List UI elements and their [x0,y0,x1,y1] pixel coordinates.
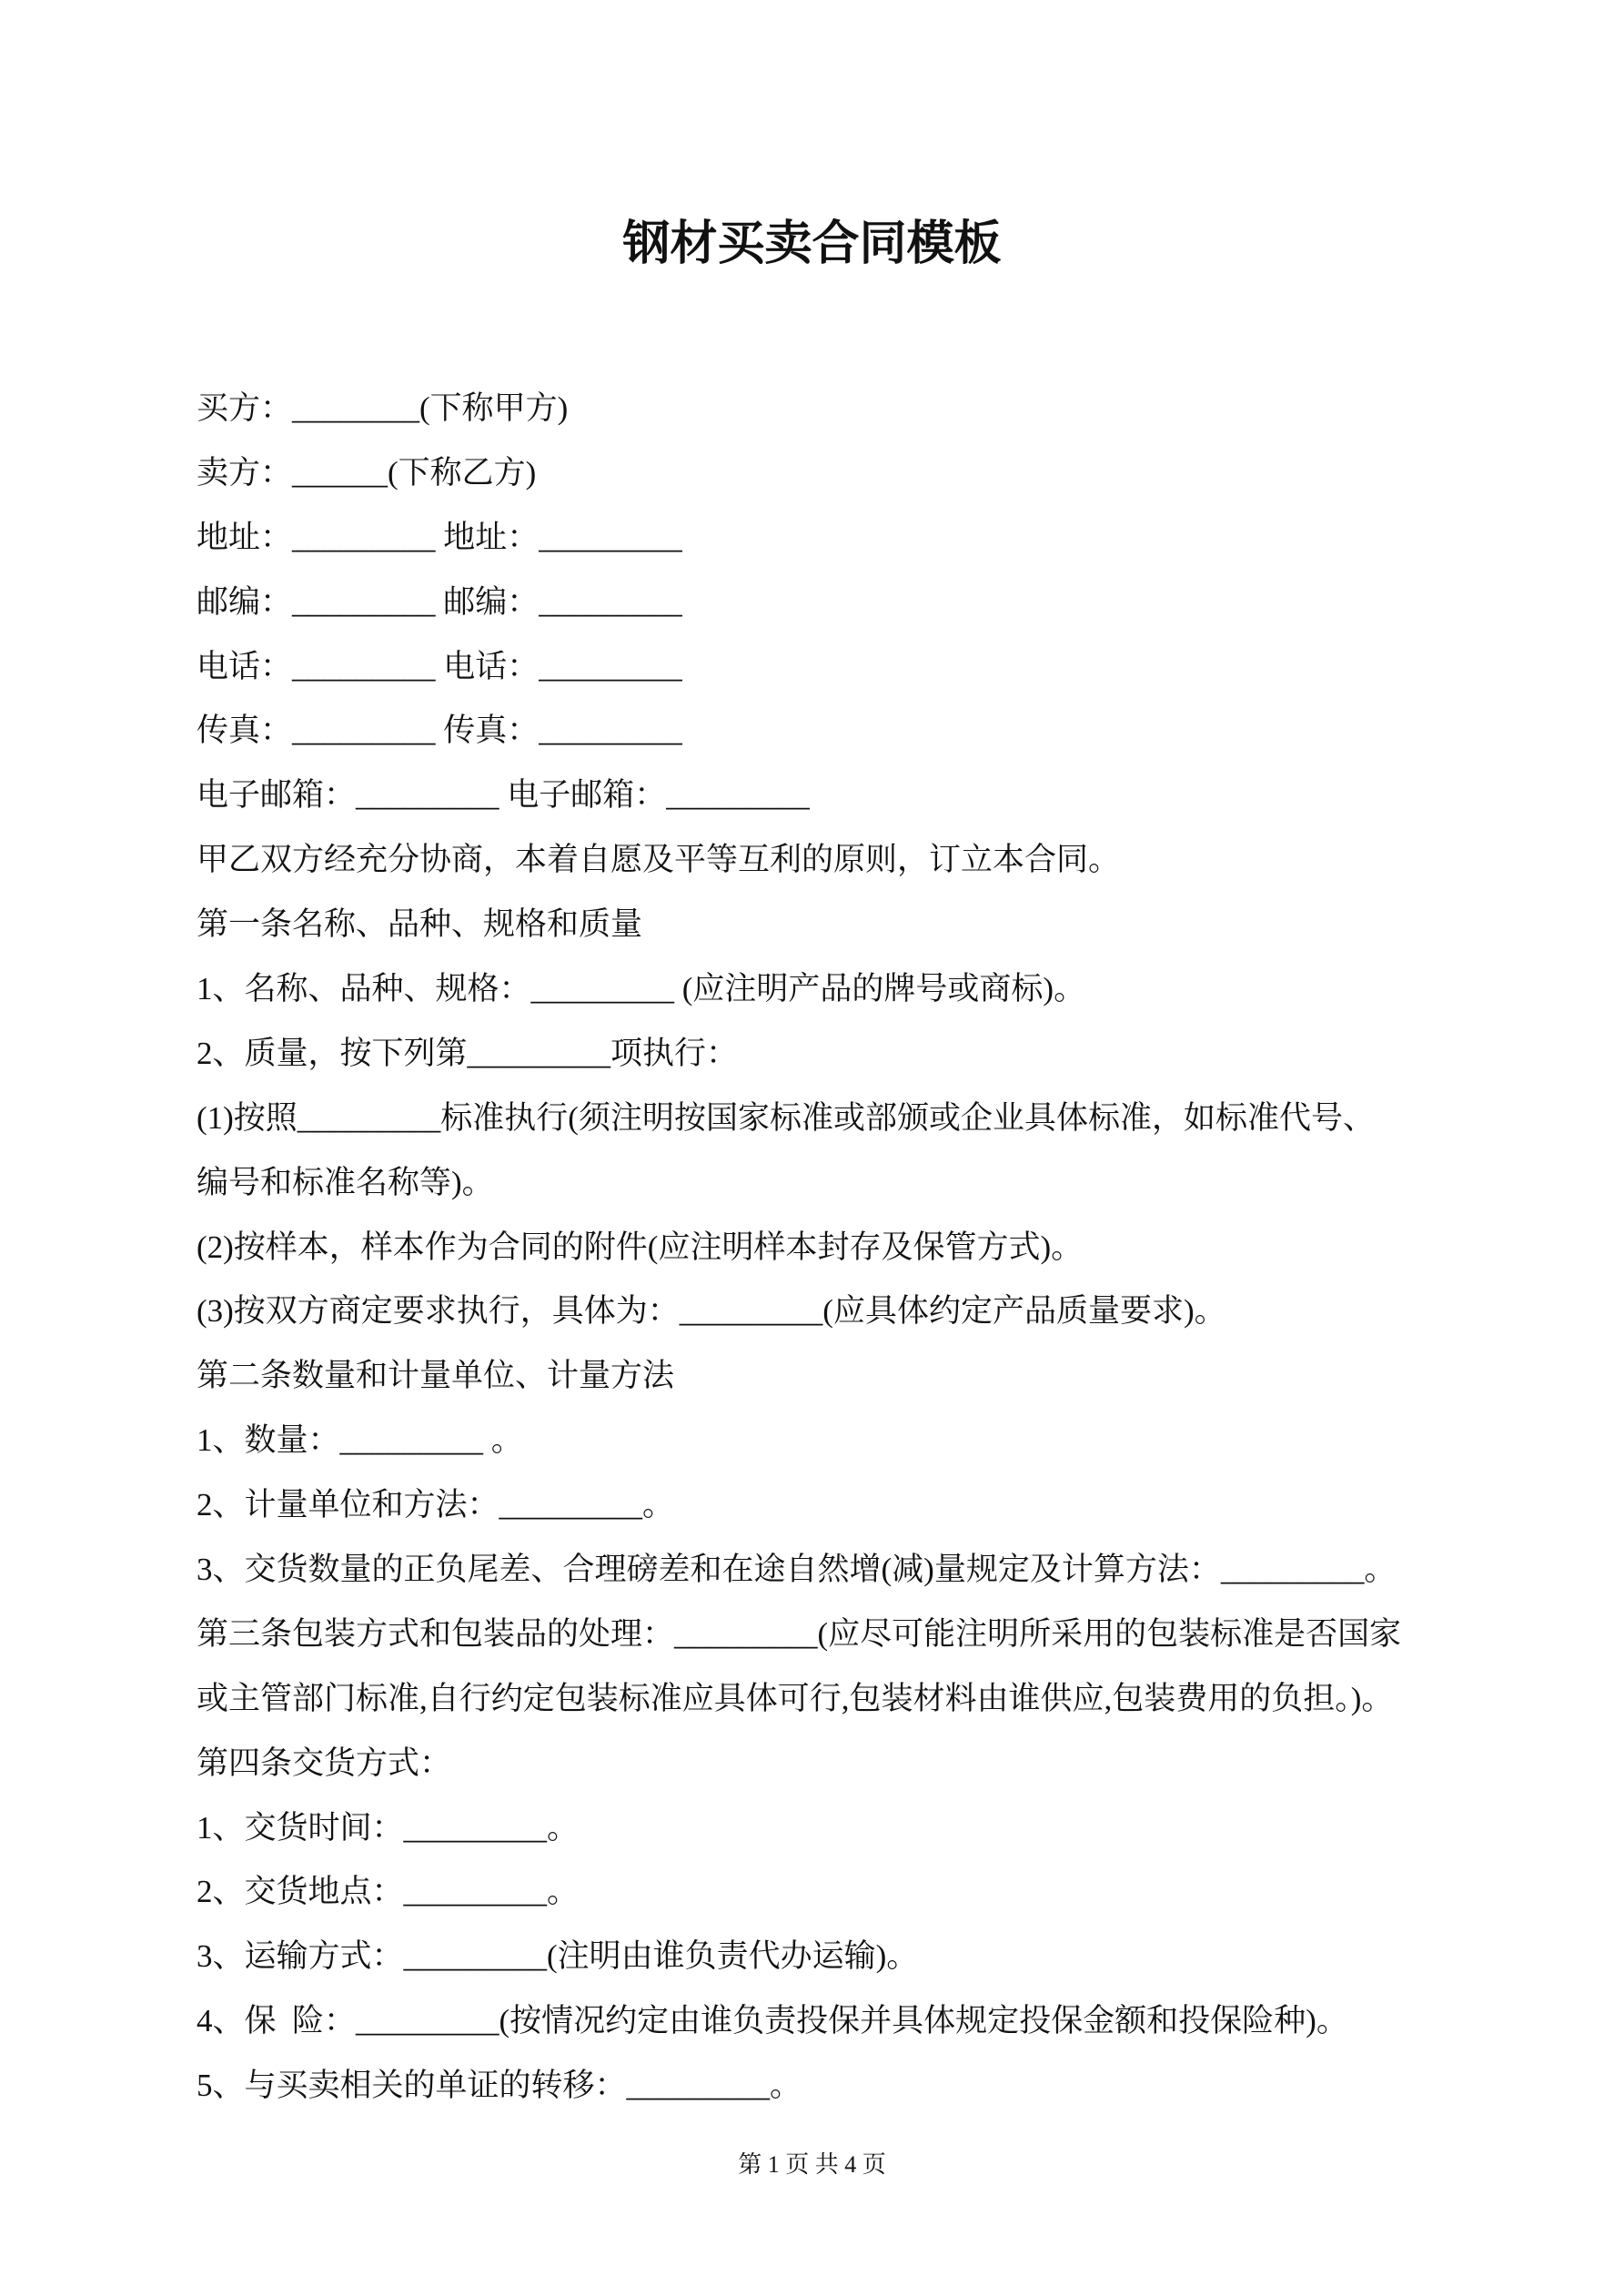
preamble: 甲乙双方经充分协商，本着自愿及平等互利的原则，订立本合同。 [197,842,1121,878]
article-1-heading: 第一条名称、品种、规格和质量 [197,906,643,943]
clause-line: (3)按双方商定要求执行，具体为：_________(应具体约定产品质量要求)。 [197,1293,1226,1330]
clause-line: 2、计量单位和方法：_________。 [197,1487,675,1523]
clause-line: 3、运输方式：_________(注明由谁负责代办运输)。 [197,1938,919,1975]
postcode-line: 邮编：_________ 邮编：_________ [197,583,682,620]
document-body [197,377,1470,2119]
clause-line: 1、数量：_________ 。 [197,1422,523,1459]
clause-line: 3、交货数量的正负尾差、合理磅差和在途自然增(减)量规定及计算方法：_________。 [197,1552,1397,1588]
clause-line: 2、质量，按下列第_________项执行： [197,1035,739,1071]
fax-line: 传真：_________ 传真：_________ [197,713,682,749]
page-footer: 第 1 页 共 4 页 [738,2151,886,2178]
clause-line: 1、交货时间：_________。 [197,1809,580,1846]
clause-line: (2)按样本，样本作为合同的附件(应注明样本封存及保管方式)。 [197,1229,1084,1265]
article-2-heading: 第二条数量和计量单位、计量方法 [197,1358,675,1394]
clause-line: 1、名称、品种、规格：_________ (应注明产品的牌号或商标)。 [197,971,1086,1007]
clause-line: 4、保 险：_________(按情况约定由谁负责投保并具体规定投保金额和投保险种)。 [197,2003,1348,2039]
clause-line: 编号和标准名称等)。 [197,1164,494,1200]
article-3-heading: 第三条包装方式和包装品的处理：_________(应尽可能注明所采用的包装标准是否国家 [197,1615,1402,1652]
clause-line: 或主管部门标准,自行约定包装标准应具体可行,包装材料由谁供应,包装费用的负担。)。 [197,1680,1394,1716]
article-4-heading: 第四条交货方式： [197,1745,452,1781]
seller-line: 卖方：______(下称乙方) [197,454,537,491]
clause-line: 5、与买卖相关的单证的转移：_________。 [197,2068,802,2104]
buyer-line: 买方：________(下称甲方) [197,390,569,426]
email-line: 电子邮箱：_________ 电子邮箱：_________ [197,777,810,814]
clause-line: 2、交货地点：_________。 [197,1874,580,1910]
address-line: 地址：_________ 地址：_________ [197,519,682,555]
clause-line: (1)按照_________标准执行(须注明按国家标准或部颁或企业具体标准，如标准代号、 [197,1099,1375,1136]
phone-line: 电话：_________ 电话：_________ [197,648,682,684]
document-title: 钢材买卖合同模板 [622,217,1002,271]
